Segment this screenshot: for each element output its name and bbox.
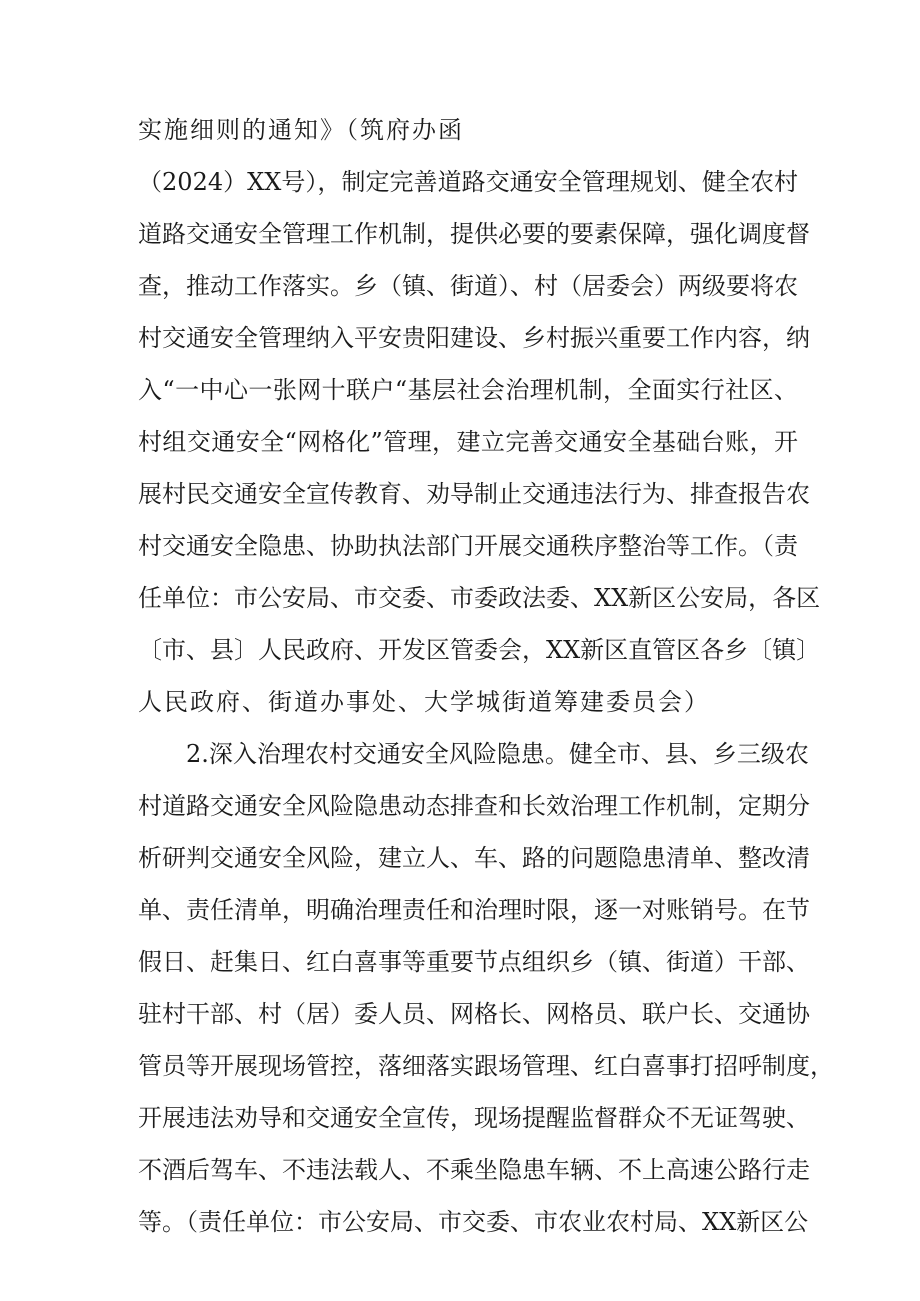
text-line: 等。（责任单位：市公安局、市交委、市农业农村局、XX新区公 (138, 1208, 809, 1236)
paragraph-first-line: 2.深入治理农村交通安全风险隐患。健全市、县、乡三级农 (186, 740, 809, 768)
text-line: 开展违法劝导和交通安全宣传，现场提醒监督群众不无证驾驶、 (138, 1104, 810, 1132)
text-line: 入“一中心一张网十联户“基层社会治理机制，全面实行社区、 (138, 376, 798, 404)
text-line: 道路交通安全管理工作机制，提供必要的要素保障，强化调度督 (138, 220, 810, 248)
text-line: 展村民交通安全宣传教育、劝导制止交通违法行为、排查报告农 (138, 480, 810, 508)
text-line: 单、责任清单，明确治理责任和治理时限，逐一对账销号。在节 (138, 896, 810, 924)
text-line: 查，推动工作落实。乡（镇、街道）、村（居委会）两级要将农 (138, 272, 798, 300)
text-line: 村组交通安全“网格化”管理，建立完善交通安全基础台账，开 (138, 428, 798, 456)
text-line: 村交通安全隐患、协助执法部门开展交通秩序整治等工作。（责 (138, 532, 798, 560)
text-line: 假日、赶集日、红白喜事等重要节点组织乡（镇、街道）干部、 (138, 948, 810, 976)
text-line: 实施细则的通知》（筑府办函 (138, 116, 464, 144)
text-line: 管员等开展现场管控，落细落实跟场管理、红白喜事打招呼制度， (138, 1052, 834, 1080)
text-line: （2024）XX号），制定完善道路交通安全管理规划、健全农村 (138, 168, 798, 196)
text-line: 村交通安全管理纳入平安贵阳建设、乡村振兴重要工作内容，纳 (138, 324, 810, 352)
text-line: 驻村干部、村（居）委人员、网格长、网格员、联户长、交通协 (138, 1000, 810, 1028)
text-line: 人民政府、街道办事处、大学城街道筹建委员会） (138, 688, 710, 716)
text-line: 析研判交通安全风险，建立人、车、路的问题隐患清单、整改清 (138, 844, 810, 872)
text-line: 任单位：市公安局、市交委、市委政法委、XX新区公安局，各区 (138, 584, 821, 612)
text-line: 不酒后驾车、不违法载人、不乘坐隐患车辆、不上高速公路行走 (138, 1156, 810, 1184)
text-line: 〔市、县〕人民政府、开发区管委会，XX新区直管区各乡〔镇〕 (138, 636, 821, 664)
text-line: 村道路交通安全风险隐患动态排查和长效治理工作机制，定期分 (138, 792, 810, 820)
